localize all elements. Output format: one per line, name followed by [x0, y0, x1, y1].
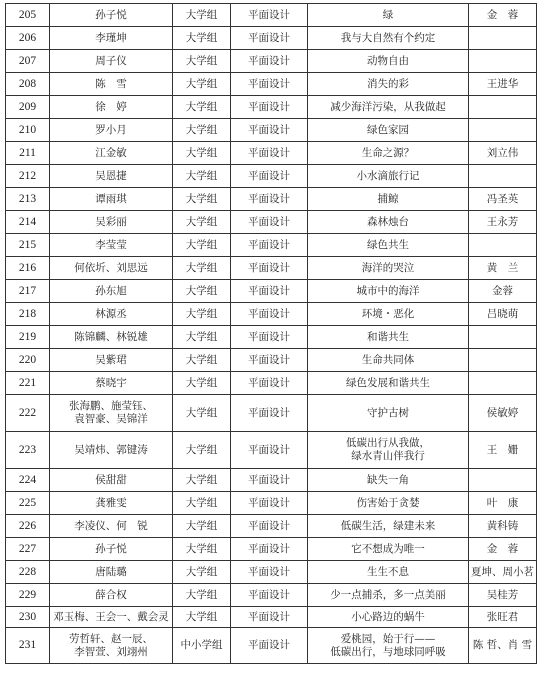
advisor-teacher: 黄 兰 — [469, 257, 537, 280]
entry-number: 207 — [6, 50, 50, 73]
participant-names — [50, 27, 173, 50]
category-cell: 平面设计 — [231, 395, 308, 432]
group-cell: 大学组 — [173, 50, 231, 73]
participant-names — [50, 188, 173, 211]
work-title — [308, 4, 469, 27]
participant-names — [50, 492, 173, 515]
advisor-teacher: 刘立伟 — [469, 142, 537, 165]
entry-number: 210 — [6, 119, 50, 142]
category-cell: 平面设计 — [231, 234, 308, 257]
participant-name-line: 蔡晓宇 — [95, 376, 127, 389]
table-row — [6, 432, 537, 469]
participant-name-line: 陈锦麟、林锐雄 — [74, 330, 148, 343]
category-cell: 平面设计 — [231, 211, 308, 234]
work-title — [308, 96, 469, 119]
work-title-line: 低碳生活，绿建未来 — [340, 519, 436, 532]
participant-name-line: 李瑾坤 — [95, 31, 127, 44]
participant-names — [50, 326, 173, 349]
work-title-line: 动物自由 — [367, 54, 409, 67]
advisor-teacher — [469, 119, 537, 142]
work-title — [308, 326, 469, 349]
advisor-teacher: 王永芳 — [469, 211, 537, 234]
category-cell: 平面设计 — [231, 326, 308, 349]
advisor-teacher — [469, 96, 537, 119]
work-title-line: 城市中的海洋 — [356, 284, 420, 297]
entry-number: 214 — [6, 211, 50, 234]
advisor-teacher: 金 蓉 — [469, 4, 537, 27]
category-cell: 平面设计 — [231, 628, 308, 664]
participant-names — [50, 628, 173, 664]
entry-number: 229 — [6, 584, 50, 607]
participant-names — [50, 538, 173, 561]
work-title-line: 守护古树 — [367, 406, 409, 419]
work-title-line: 生生不息 — [367, 565, 409, 578]
advisor-teacher: 叶 康 — [469, 492, 537, 515]
work-title — [308, 584, 469, 607]
work-title-line: 环境・恶化 — [361, 307, 415, 320]
group-cell: 大学组 — [173, 515, 231, 538]
table-body — [6, 4, 537, 664]
work-title-line: 低碳出行从我做， — [346, 437, 430, 449]
participant-name-line: 孙东旭 — [95, 284, 127, 297]
work-title — [308, 372, 469, 395]
participant-name-line: 李智萱、刘翊州 — [74, 645, 148, 658]
work-title — [308, 432, 469, 469]
category-cell: 平面设计 — [231, 432, 308, 469]
entry-number: 212 — [6, 165, 50, 188]
entry-number: 211 — [6, 142, 50, 165]
group-cell: 大学组 — [173, 349, 231, 372]
participant-names — [50, 234, 173, 257]
category-cell: 平面设计 — [231, 538, 308, 561]
advisor-teacher — [469, 372, 537, 395]
group-cell: 大学组 — [173, 4, 231, 27]
work-title-line: 减少海洋污染，从我做起 — [330, 100, 446, 113]
participant-names — [50, 515, 173, 538]
category-cell: 平面设计 — [231, 257, 308, 280]
participant-name-line: 孙子悦 — [95, 8, 127, 21]
table-row — [6, 492, 537, 515]
advisor-teacher: 黄科铸 — [469, 515, 537, 538]
work-title-line: 绿色共生 — [367, 238, 409, 251]
participant-names — [50, 372, 173, 395]
participant-names — [50, 607, 173, 628]
work-title — [308, 142, 469, 165]
entry-number: 220 — [6, 349, 50, 372]
work-title — [308, 561, 469, 584]
category-cell: 平面设计 — [231, 96, 308, 119]
work-title — [308, 515, 469, 538]
category-cell: 平面设计 — [231, 469, 308, 492]
participant-names — [50, 561, 173, 584]
participant-name-line: 谭雨琪 — [95, 192, 127, 205]
participant-name-line: 李莹莹 — [95, 238, 127, 251]
work-title — [308, 211, 469, 234]
entry-number: 205 — [6, 4, 50, 27]
entry-number: 222 — [6, 395, 50, 432]
work-title — [308, 395, 469, 432]
entry-number: 224 — [6, 469, 50, 492]
work-title — [308, 188, 469, 211]
advisor-teacher — [469, 50, 537, 73]
work-title — [308, 607, 469, 628]
advisor-teacher: 王进华 — [469, 73, 537, 96]
entry-number: 215 — [6, 234, 50, 257]
participant-names — [50, 303, 173, 326]
table-row — [6, 4, 537, 27]
table-row — [6, 234, 537, 257]
advisor-teacher — [469, 349, 537, 372]
category-cell: 平面设计 — [231, 27, 308, 50]
table-row — [6, 515, 537, 538]
entry-number: 219 — [6, 326, 50, 349]
group-cell: 大学组 — [173, 257, 231, 280]
group-cell: 大学组 — [173, 561, 231, 584]
advisor-teacher: 冯圣英 — [469, 188, 537, 211]
entry-number: 218 — [6, 303, 50, 326]
category-cell: 平面设计 — [231, 165, 308, 188]
table-row — [6, 257, 537, 280]
group-cell: 大学组 — [173, 142, 231, 165]
table-row — [6, 326, 537, 349]
entry-number: 231 — [6, 628, 50, 664]
group-cell: 大学组 — [173, 27, 231, 50]
advisor-teacher — [469, 27, 537, 50]
work-title — [308, 538, 469, 561]
entry-number: 223 — [6, 432, 50, 469]
category-cell: 平面设计 — [231, 73, 308, 96]
category-cell: 平面设计 — [231, 607, 308, 628]
table-row — [6, 96, 537, 119]
participant-name-line: 罗小月 — [95, 123, 127, 136]
work-title — [308, 165, 469, 188]
work-title-line: 消失的彩 — [367, 77, 409, 90]
table-row — [6, 469, 537, 492]
group-cell: 大学组 — [173, 469, 231, 492]
work-title-line: 绿 — [382, 8, 394, 21]
participant-name-line: 唐陆璐 — [95, 565, 127, 578]
work-title-line: 我与大自然有个约定 — [340, 31, 436, 44]
participant-name-line: 袁智豪、吴锦洋 — [74, 413, 148, 425]
group-cell: 大学组 — [173, 492, 231, 515]
group-cell: 大学组 — [173, 395, 231, 432]
advisor-teacher — [469, 165, 537, 188]
work-title — [308, 280, 469, 303]
category-cell: 平面设计 — [231, 584, 308, 607]
table-row — [6, 73, 537, 96]
entry-number: 208 — [6, 73, 50, 96]
work-title — [308, 257, 469, 280]
category-cell: 平面设计 — [231, 280, 308, 303]
advisor-teacher: 陈 哲、肖 雪 — [469, 628, 537, 664]
table-row — [6, 119, 537, 142]
work-title — [308, 492, 469, 515]
work-title-line: 绿色家园 — [367, 123, 409, 136]
advisor-teacher: 夏坤、周小茗 — [469, 561, 537, 584]
category-cell: 平面设计 — [231, 515, 308, 538]
group-cell: 大学组 — [173, 119, 231, 142]
advisor-teacher: 吴桂芳 — [469, 584, 537, 607]
category-cell: 平面设计 — [231, 303, 308, 326]
group-cell: 大学组 — [173, 432, 231, 469]
table-row — [6, 584, 537, 607]
participant-name-line: 吴紫珺 — [95, 353, 127, 366]
participant-name-line: 龚雅雯 — [95, 496, 127, 509]
table-row — [6, 628, 537, 664]
work-title-line: 生命之源？ — [361, 146, 415, 159]
group-cell: 大学组 — [173, 538, 231, 561]
work-title-line: 爱桃园，始于行—— — [340, 632, 436, 645]
work-title-line: 小水滴旅行记 — [356, 169, 420, 182]
entry-number: 217 — [6, 280, 50, 303]
category-cell: 平面设计 — [231, 561, 308, 584]
table-row — [6, 142, 537, 165]
participant-names — [50, 119, 173, 142]
participant-name-line: 邓玉梅、王会一、戴会灵 — [53, 610, 169, 623]
work-title-line: 生命共同体 — [361, 353, 415, 366]
group-cell: 大学组 — [173, 326, 231, 349]
group-cell: 大学组 — [173, 188, 231, 211]
group-cell: 大学组 — [173, 303, 231, 326]
participant-name-line: 张海鹏、施莹钰、 — [69, 400, 153, 412]
category-cell: 平面设计 — [231, 142, 308, 165]
participant-names — [50, 96, 173, 119]
work-title-line: 缺失一角 — [367, 473, 409, 486]
participant-name-line: 侯甜甜 — [95, 473, 127, 486]
group-cell: 大学组 — [173, 165, 231, 188]
work-title — [308, 469, 469, 492]
category-cell: 平面设计 — [231, 50, 308, 73]
table-row — [6, 303, 537, 326]
entry-number: 228 — [6, 561, 50, 584]
table-row — [6, 27, 537, 50]
entry-number: 227 — [6, 538, 50, 561]
work-title — [308, 50, 469, 73]
work-title — [308, 73, 469, 96]
advisor-teacher: 吕晓萌 — [469, 303, 537, 326]
advisor-teacher — [469, 469, 537, 492]
advisor-teacher: 张旺君 — [469, 607, 537, 628]
table-row — [6, 395, 537, 432]
entry-number: 216 — [6, 257, 50, 280]
entry-number: 209 — [6, 96, 50, 119]
table-row — [6, 211, 537, 234]
participant-names — [50, 50, 173, 73]
table-row — [6, 561, 537, 584]
participant-name-line: 何依圻、刘思远 — [74, 261, 148, 274]
work-title-line: 低碳出行，与地球同呼吸 — [330, 645, 446, 658]
participant-name-line: 林源丞 — [95, 307, 127, 320]
table-row — [6, 165, 537, 188]
entry-number: 226 — [6, 515, 50, 538]
participant-name-line: 劳哲轩、赵一辰、 — [69, 632, 153, 645]
advisor-teacher: 王 姗 — [469, 432, 537, 469]
table-row — [6, 280, 537, 303]
entry-number: 221 — [6, 372, 50, 395]
work-title — [308, 628, 469, 664]
advisor-teacher — [469, 326, 537, 349]
participant-names — [50, 280, 173, 303]
participant-names — [50, 469, 173, 492]
participant-names — [50, 165, 173, 188]
group-cell: 大学组 — [173, 607, 231, 628]
participant-name-line: 周子仪 — [95, 54, 127, 67]
advisor-teacher — [469, 234, 537, 257]
category-cell: 平面设计 — [231, 349, 308, 372]
table-row — [6, 188, 537, 211]
table-row — [6, 607, 537, 628]
participant-names — [50, 73, 173, 96]
group-cell: 大学组 — [173, 372, 231, 395]
participant-name-line: 徐 婷 — [95, 100, 127, 113]
table-row — [6, 538, 537, 561]
group-cell: 大学组 — [173, 280, 231, 303]
group-cell: 大学组 — [173, 584, 231, 607]
work-title — [308, 234, 469, 257]
work-title-line: 森林烛台 — [367, 215, 409, 228]
work-title-line: 小心路边的蜗牛 — [351, 610, 425, 623]
work-title-line: 伤害始于贪婪 — [356, 496, 420, 509]
table-row — [6, 349, 537, 372]
work-title-line: 海洋的哭泣 — [361, 261, 415, 274]
participant-name-line: 李凌仪、何 锐 — [74, 519, 148, 532]
group-cell: 大学组 — [173, 73, 231, 96]
work-title-line: 捕鲸 — [377, 192, 399, 205]
entry-number: 230 — [6, 607, 50, 628]
participant-name-line: 吴靖炜、郭键涛 — [74, 443, 148, 456]
category-cell: 平面设计 — [231, 372, 308, 395]
group-cell: 中小学组 — [173, 628, 231, 664]
participant-names — [50, 142, 173, 165]
award-list-table — [5, 3, 537, 664]
participant-name-line: 吴恩捷 — [95, 169, 127, 182]
entry-number: 213 — [6, 188, 50, 211]
group-cell: 大学组 — [173, 234, 231, 257]
group-cell: 大学组 — [173, 96, 231, 119]
participant-names — [50, 349, 173, 372]
participant-names — [50, 395, 173, 432]
category-cell: 平面设计 — [231, 188, 308, 211]
advisor-teacher: 金 蓉 — [469, 538, 537, 561]
group-cell: 大学组 — [173, 211, 231, 234]
advisor-teacher: 金蓉 — [469, 280, 537, 303]
work-title — [308, 303, 469, 326]
participant-name-line: 吴彩丽 — [95, 215, 127, 228]
work-title-line: 绿水青山伴我行 — [351, 450, 425, 462]
participant-name-line: 孙子悦 — [95, 542, 127, 555]
advisor-teacher: 侯敏婷 — [469, 395, 537, 432]
work-title-line: 和谐共生 — [367, 330, 409, 343]
work-title — [308, 27, 469, 50]
participant-name-line: 薛合权 — [95, 588, 127, 601]
entry-number: 206 — [6, 27, 50, 50]
work-title-line: 少一点捕杀，多一点美丽 — [330, 588, 446, 601]
participant-names — [50, 211, 173, 234]
participant-name-line: 江金敏 — [95, 146, 127, 159]
participant-name-line: 陈 雪 — [95, 77, 127, 90]
category-cell: 平面设计 — [231, 4, 308, 27]
participant-names — [50, 584, 173, 607]
category-cell: 平面设计 — [231, 492, 308, 515]
table-row — [6, 50, 537, 73]
work-title — [308, 349, 469, 372]
work-title — [308, 119, 469, 142]
category-cell: 平面设计 — [231, 119, 308, 142]
entry-number: 225 — [6, 492, 50, 515]
work-title-line: 它不想成为唯一 — [351, 542, 425, 555]
table-row — [6, 372, 537, 395]
participant-names — [50, 257, 173, 280]
participant-names — [50, 4, 173, 27]
work-title-line: 绿色发展和谐共生 — [346, 376, 430, 389]
participant-names — [50, 432, 173, 469]
